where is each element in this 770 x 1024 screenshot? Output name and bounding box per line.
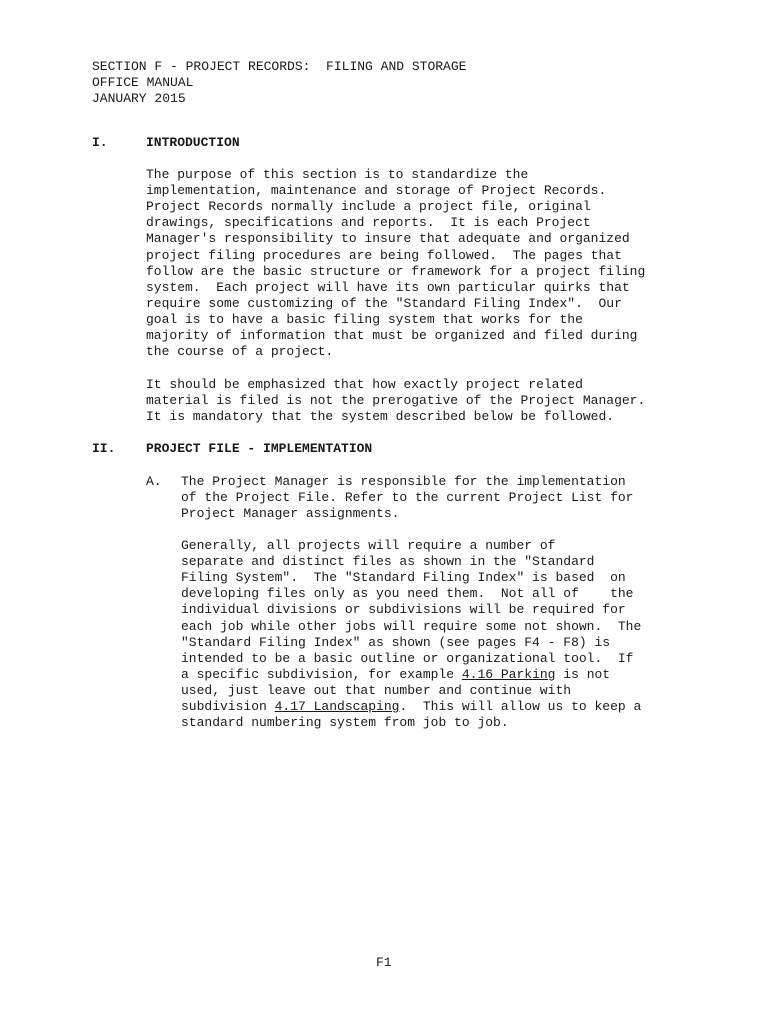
text-line: The purpose of this section is to standardize the xyxy=(146,167,529,182)
text-line: system. Each project will have its own particular quirks that xyxy=(146,279,630,295)
manual-title: OFFICE MANUAL xyxy=(92,75,194,90)
manual-date: JANUARY 2015 xyxy=(92,91,186,106)
text-line: implementation, maintenance and storage of Project Records. xyxy=(146,183,607,199)
text-line: Generally, all projects will require a number of xyxy=(181,538,556,553)
text-line: follow are the basic structure or framework for a project filing xyxy=(146,263,646,279)
parking-reference: 4.16 Parking xyxy=(461,667,556,682)
text-line: It should be emphasized that how exactly project related xyxy=(146,377,583,392)
text-line: a specific subdivision, for example 4.16 Parking is not xyxy=(181,667,611,682)
text-line: used, just leave out that number and continue with xyxy=(181,683,572,698)
text-line: material is filed is not the prerogative of the Project Manager. xyxy=(146,393,646,409)
text-line: subdivision 4.17 Landscaping. This will allow us to keep a xyxy=(181,699,642,714)
text-line: "Standard Filing Index" as shown (see pages F4 - F8) is xyxy=(181,634,611,650)
text-line: individual divisions or subdivisions will be required for xyxy=(181,602,626,618)
text-line: It is mandatory that the system described below be followed. xyxy=(146,409,615,425)
text-line: drawings, specifications and reports. It is each Project xyxy=(146,215,591,231)
text-line: the course of a project. xyxy=(146,344,334,360)
section-number-1: I. xyxy=(92,135,108,150)
text-line: require some customizing of the "Standard Filing Index". Our xyxy=(146,295,622,311)
text-line: Manager's responsibility to insure that adequate and organized xyxy=(146,231,630,247)
text-line: project filing procedures are being followed. The pages that xyxy=(146,247,622,263)
landscaping-reference: 4.17 Landscaping xyxy=(274,699,400,714)
text-line: each job while other jobs will require some not shown. The xyxy=(181,618,642,634)
section-heading-project-file: PROJECT FILE - IMPLEMENTATION xyxy=(146,441,373,456)
item-label-a: A. xyxy=(146,474,162,489)
page-number: F1 xyxy=(376,955,392,970)
section-number-2: II. xyxy=(92,441,116,456)
text-line: of the Project File. Refer to the current Project List for xyxy=(181,490,634,506)
text-line: Project Records normally include a project file, original xyxy=(146,199,591,215)
text-line: separate and distinct files as shown in the "Standard xyxy=(181,554,595,570)
text-line: standard numbering system from job to job. xyxy=(181,715,509,730)
text-line: intended to be a basic outline or organizational tool. If xyxy=(181,650,634,666)
text-line: majority of information that must be organized and filed during xyxy=(146,328,638,343)
section-title: SECTION F - PROJECT RECORDS: FILING AND STORAGE xyxy=(92,59,467,74)
text-line: Project Manager assignments. xyxy=(181,506,400,522)
text-line: The Project Manager is responsible for the implementation xyxy=(181,474,626,489)
text-line: Filing System". The "Standard Filing Index" is based on xyxy=(181,570,626,586)
section-heading-introduction: INTRODUCTION xyxy=(146,135,240,150)
text-line: goal is to have a basic filing system that works for the xyxy=(146,311,583,327)
text-line: developing files only as you need them. Not all of the xyxy=(181,586,634,602)
